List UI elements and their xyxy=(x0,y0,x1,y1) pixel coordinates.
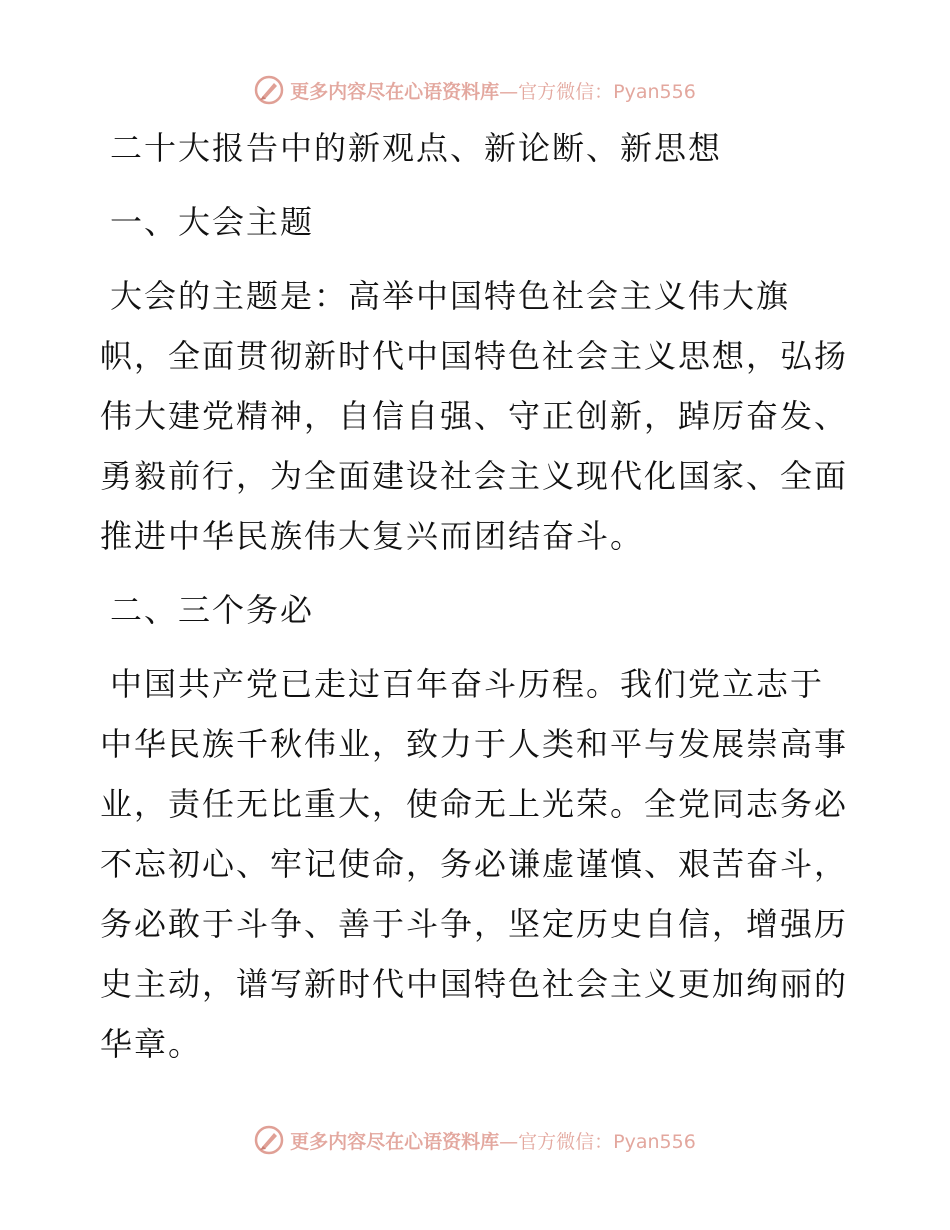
pen-logo-icon xyxy=(254,75,284,105)
section-1-line: 勇毅前行，为全面建设社会主义现代化国家、全面 xyxy=(100,457,849,495)
section-2-line: 史主动，谱写新时代中国特色社会主义更加绚丽的 xyxy=(100,965,849,1003)
section-2-line: 务必敢于斗争、善于斗争，坚定历史自信，增强历 xyxy=(100,905,849,943)
section-1-line: 大会的主题是：高举中国特色社会主义伟大旗 xyxy=(110,277,791,315)
header-watermark xyxy=(0,70,950,110)
document-body xyxy=(100,118,850,1074)
section-1-heading: 一、大会主题 xyxy=(110,203,315,241)
section-2-line: 业，责任无比重大，使命无上光荣。全党同志务必 xyxy=(100,785,849,823)
pen-logo-icon xyxy=(254,1125,284,1155)
section-1-line: 推进中华民族伟大复兴而团结奋斗。 xyxy=(100,517,645,555)
footer-watermark xyxy=(0,1120,950,1160)
section-2-line: 中华民族千秋伟业，致力于人类和平与发展崇高事 xyxy=(100,725,849,763)
watermark-text: 更多内容尽在心语资料库 xyxy=(290,1130,500,1153)
section-1-line: 帜，全面贯彻新时代中国特色社会主义思想，弘扬 xyxy=(100,337,849,375)
watermark-contact: —官方微信：Pyan556 xyxy=(499,1130,696,1153)
watermark-contact: —官方微信：Pyan556 xyxy=(499,80,696,103)
document-title: 二十大报告中的新观点、新论断、新思想 xyxy=(110,129,723,167)
section-2-line: 华章。 xyxy=(100,1025,203,1063)
section-2-line: 中国共产党已走过百年奋斗历程。我们党立志于 xyxy=(110,665,825,703)
section-2-heading: 二、三个务必 xyxy=(110,591,315,629)
section-1-line: 伟大建党精神，自信自强、守正创新，踔厉奋发、 xyxy=(100,397,849,435)
watermark-text: 更多内容尽在心语资料库 xyxy=(290,80,500,103)
section-2-line: 不忘初心、牢记使命，务必谦虚谨慎、艰苦奋斗， xyxy=(100,845,849,883)
